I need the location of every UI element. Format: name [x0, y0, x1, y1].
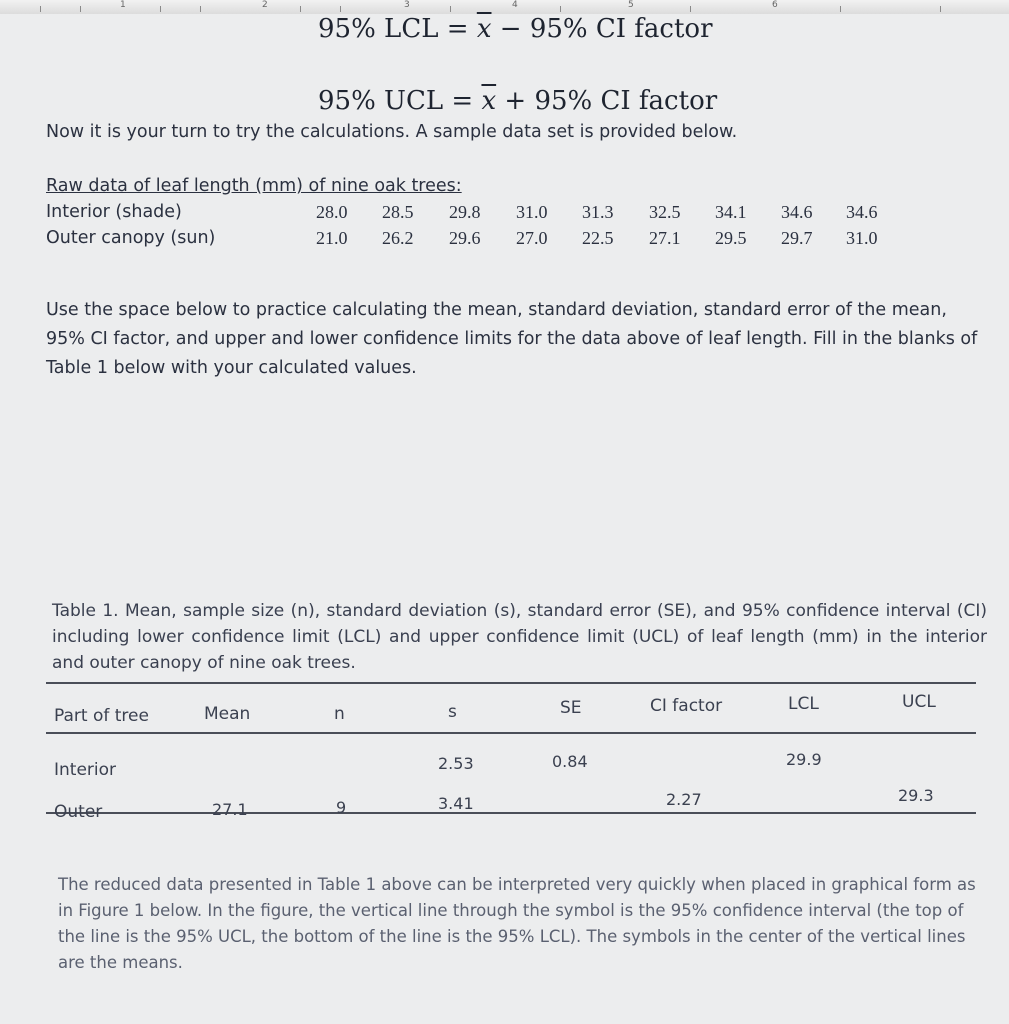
data-value: 21.0 — [316, 228, 348, 248]
data-value: 26.2 — [382, 228, 414, 248]
ruler-number: 6 — [772, 0, 778, 10]
raw-data-block — [46, 176, 906, 254]
cell-mean-outer: 27.1 — [212, 800, 248, 819]
eq-operator: + — [496, 86, 535, 116]
x-bar-symbol: $\overline{x}$ — [476, 14, 492, 44]
header-ci-factor: CI factor — [650, 696, 723, 716]
ucl-equation — [318, 86, 717, 116]
raw-data-row-interior — [46, 202, 906, 228]
data-value: 31.0 — [846, 228, 878, 248]
cell-part-outer: Outer — [54, 802, 103, 822]
ruler-tick — [450, 6, 451, 12]
header-se: SE — [560, 698, 582, 718]
header-ucl: UCL — [902, 692, 936, 712]
ruler-tick — [40, 6, 41, 12]
data-value: 29.5 — [715, 228, 747, 248]
data-value: 27.0 — [516, 228, 548, 248]
data-value: 28.0 — [316, 202, 348, 222]
ruler-number: 1 — [120, 0, 126, 10]
cell-se-interior: 0.84 — [552, 752, 588, 771]
ruler-tick — [940, 6, 941, 12]
document-page[interactable] — [0, 14, 1009, 1024]
eq-operator: − — [491, 14, 530, 44]
ruler-tick — [560, 6, 561, 12]
raw-data-heading-row — [46, 176, 906, 202]
data-value: 22.5 — [582, 228, 614, 248]
raw-data-heading: Raw data of leaf length (mm) of nine oak trees: — [46, 176, 462, 196]
row-label: Interior (shade) — [46, 202, 182, 222]
table-caption: Table 1. Mean, sample size (n), standard deviation (s), standard error (SE), and 95% confidence interval (CI) including lower confidence limit (LCL) and upper confidence limit (UCL) of leaf length (mm) in the interior and outer canopy of nine oak trees. — [52, 601, 987, 673]
data-value: 34.6 — [781, 202, 813, 222]
data-value: 28.5 — [382, 202, 414, 222]
data-value: 29.7 — [781, 228, 813, 248]
x-bar-symbol: $\overline{x}$ — [481, 86, 497, 116]
cell-s-interior: 2.53 — [438, 754, 474, 773]
header-n: n — [334, 704, 345, 724]
cell-ci-outer: 2.27 — [666, 790, 702, 809]
header-mean: Mean — [204, 704, 251, 724]
table-header-rule — [46, 732, 976, 734]
data-value: 34.6 — [846, 202, 878, 222]
eq-rhs: 95% CI factor — [529, 14, 713, 44]
data-value: 29.8 — [449, 202, 481, 222]
instructions-paragraph: Use the space below to practice calculating the mean, standard deviation, standard error of the mean, 95% CI factor, and upper and lower confidence limits for the data above of leaf length. Fill in the blanks of Table 1 below with your calculated values. — [46, 300, 978, 378]
ruler-tick — [160, 6, 161, 12]
eq-rhs: 95% CI factor — [534, 86, 718, 116]
cell-n-outer: 9 — [336, 798, 347, 817]
ruler-number: 3 — [404, 0, 410, 10]
cell-ucl-outer: 29.3 — [898, 786, 934, 805]
row-label: Outer canopy (sun) — [46, 228, 216, 248]
ruler-number: 4 — [512, 0, 518, 10]
raw-data-row-outer — [46, 228, 906, 254]
lcl-equation — [318, 14, 713, 44]
cell-lcl-interior: 29.9 — [786, 750, 822, 769]
data-value: 34.1 — [715, 202, 747, 222]
ruler-tick — [690, 6, 691, 12]
header-s: s — [448, 702, 457, 722]
eq-lhs: 95% LCL — [318, 14, 439, 44]
intro-paragraph: Now it is your turn to try the calculations. A sample data set is provided below. — [46, 122, 738, 142]
ruler-tick — [200, 6, 201, 12]
table-bottom-rule — [46, 812, 976, 814]
ruler-number: 5 — [628, 0, 634, 10]
eq-sign: = — [443, 86, 482, 116]
cell-part-interior: Interior — [54, 760, 117, 780]
cell-s-outer: 3.41 — [438, 794, 474, 813]
header-part-of-tree: Part of tree — [54, 706, 149, 726]
table-top-rule — [46, 682, 976, 684]
ruler-tick — [340, 6, 341, 12]
eq-sign: = — [438, 14, 477, 44]
ruler-tick — [840, 6, 841, 12]
ruler — [0, 0, 1009, 15]
results-table — [46, 682, 976, 822]
data-value: 29.6 — [449, 228, 481, 248]
data-value: 31.3 — [582, 202, 614, 222]
ruler-tick — [80, 6, 81, 12]
eq-lhs: 95% UCL — [318, 86, 444, 116]
header-lcl: LCL — [788, 694, 819, 714]
data-value: 27.1 — [649, 228, 681, 248]
ruler-number: 2 — [262, 0, 268, 10]
ruler-tick — [300, 6, 301, 12]
data-value: 31.0 — [516, 202, 548, 222]
closing-paragraph: The reduced data presented in Table 1 above can be interpreted very quickly when placed in graphical form as in Figure 1 below. In the figure, the vertical line through the symbol is the 95% confidence interval (the top of the line is the 95% UCL, the bottom of the line is the 95% LCL). The symbols in the center of the vertical lines are the means. — [58, 875, 976, 972]
data-value: 32.5 — [649, 202, 681, 222]
